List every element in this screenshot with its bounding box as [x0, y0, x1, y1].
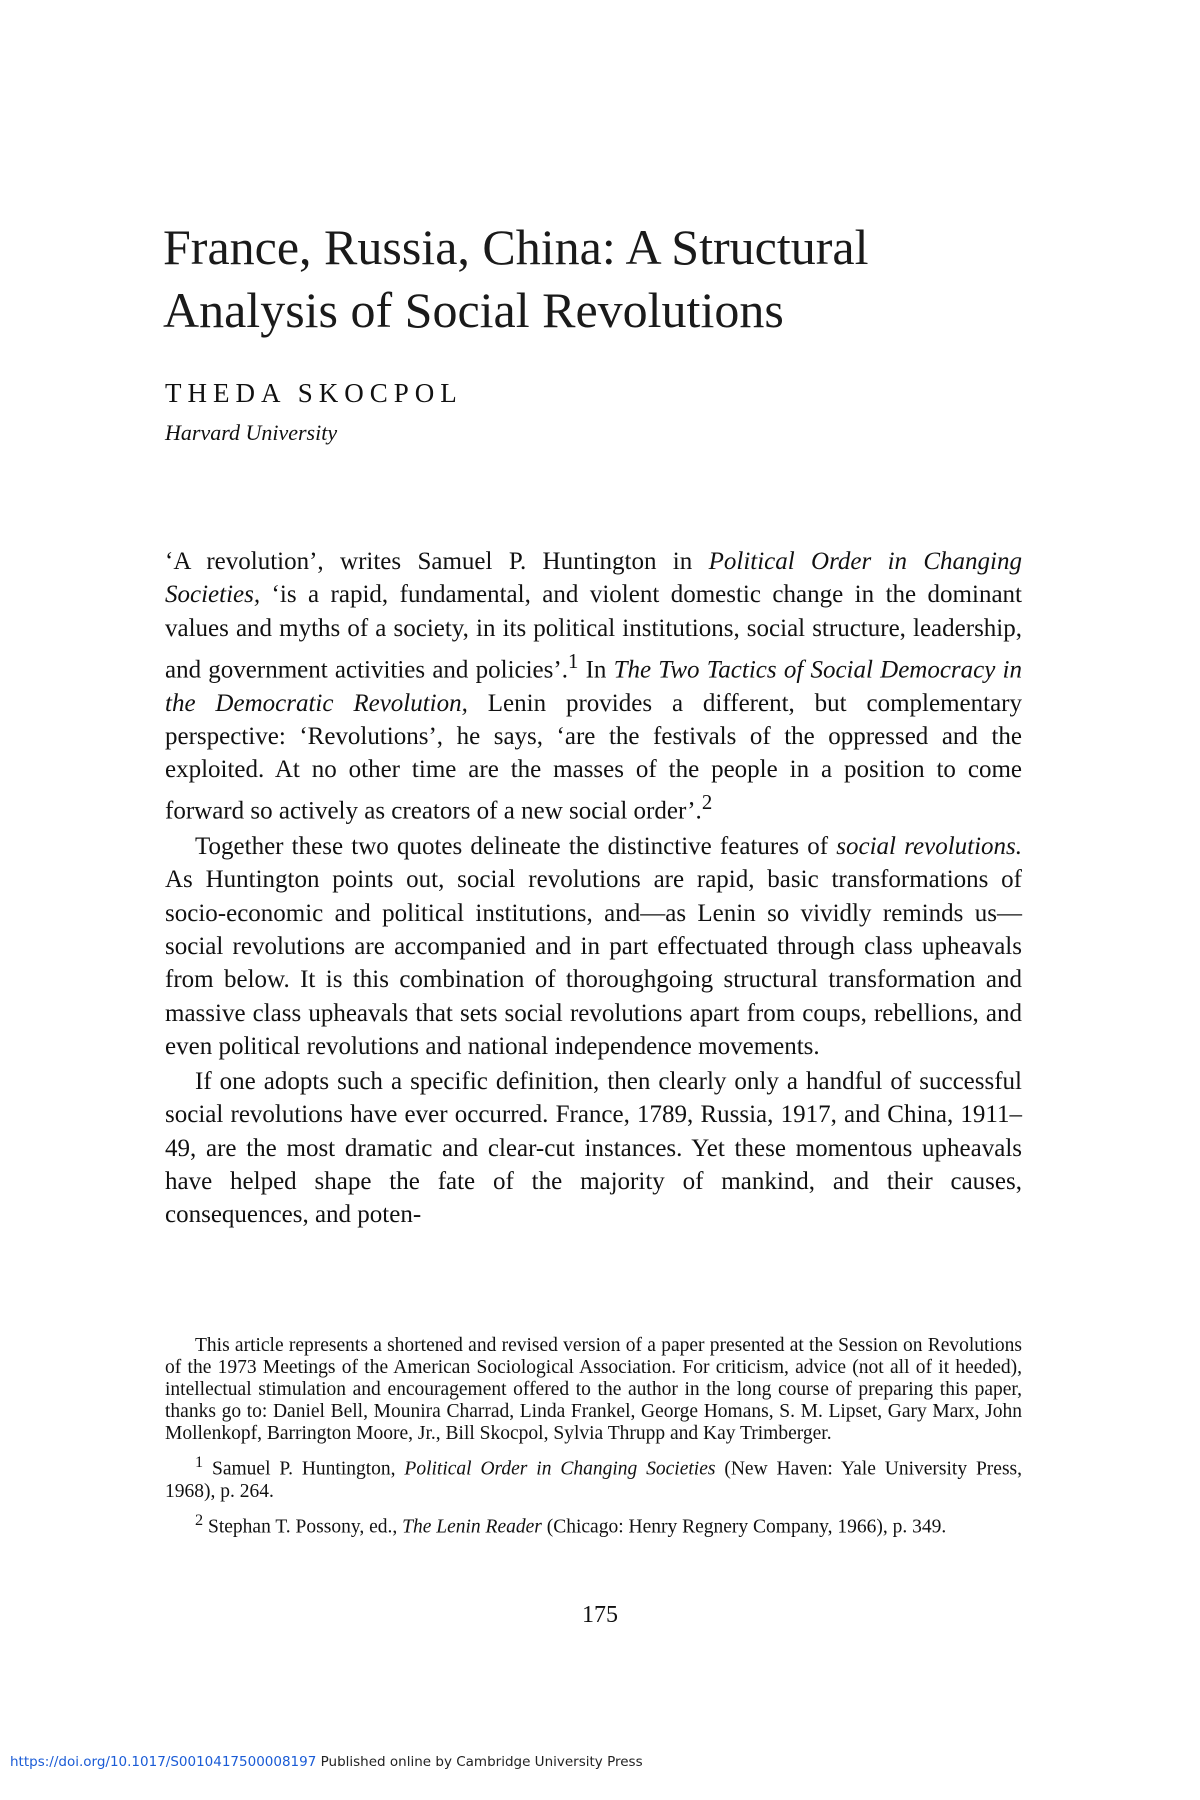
footnote-2: $^2$ Stephan T. Possony, ed., The Lenin Reader (Chicago: Henry Regnery Company, 1966), p. 349.	[195, 1510, 947, 1537]
footnote-number: 1	[195, 1453, 204, 1471]
title-line-2: Analysis of Social Revolutions	[163, 282, 784, 338]
book-title: Political Order in Changing Societies	[404, 1458, 716, 1480]
footnote-ref-1[interactable]: 1	[567, 648, 579, 673]
footnotes	[165, 1335, 1022, 1544]
paragraph-1: ‘A revolution’, writes Samuel P. Huntington in Political Order in Changing Societies, ‘is a rapid, fundamental, and violent domestic change in the dominant values and myths of a society, in its political institutions, social structure, leadership, and government activities and policies’.$^1$ In The Two Tactics of Social Democracy in the Democratic Revolution, Lenin provides a different, but complementary perspective: ‘Revolutions’, he says, ‘are the festivals of the oppressed and the exploited. At no other time are the masses of the people in a position to come forward so actively as creators of a new social order’.$^2$	[165, 548, 1023, 825]
publisher-footer	[10, 1754, 643, 1770]
body-text	[165, 545, 1022, 1232]
page-number: 175	[582, 1602, 618, 1628]
paragraph-2: Together these two quotes delineate the distinctive features of social revolutions. As Huntington points out, social revolutions are rapid, basic transformations of socio-economic and political institutions, and—as Lenin so vividly reminds us—social revolutions are accompanied and in part effectuated through class upheavals from below. It is this combination of thoroughgoing structural transformation and massive class upheavals that sets social revolutions apart from coups, rebellions, and even political revolutions and national independence movements.	[165, 833, 1023, 1060]
paragraph-3: If one adopts such a specific definition, then clearly only a handful of successful social revolutions have ever occurred. France, 1789, Russia, 1917, and China, 1911–49, are the most dramatic and clear-cut instances. Yet these momentous upheavals have helped shape the fate of the majority of mankind, and their causes, consequences, and poten-	[165, 1068, 1022, 1229]
footnote-1: $^1$ Samuel P. Huntington, Political Order in Changing Societies (New Haven: Yale University Press, 1968), p. 264.	[165, 1453, 1022, 1502]
author-name: THEDA SKOCPOL	[165, 378, 463, 408]
doi-link[interactable]: https://doi.org/10.1017/S0010417500008197	[10, 1754, 317, 1770]
book-title: The Two Tactics of Social Democracy in the Democratic Revolution,	[165, 656, 1022, 717]
book-title: The Lenin Reader	[402, 1516, 542, 1537]
published-online-note: Published online by Cambridge University Press	[316, 1754, 643, 1770]
book-title: Political Order in Changing Societies,	[165, 548, 1023, 609]
emphasis: social revolutions.	[836, 833, 1023, 861]
title-line-1: France, Russia, China: A Structural	[163, 219, 869, 275]
footnote-number: 2	[195, 1510, 204, 1529]
footnote-acknowledgement: This article represents a shortened and revised version of a paper presented at the Session on Revolutions of the 1973 Meetings of the American Sociological Association. For criticism, advice (not all of it heeded), intellectual stimulation and encouragement offered to the author in the long course of preparing this paper, thanks go to: Daniel Bell, Mounira Charrad, Linda Frankel, George Homans, S. M. Lipset, Gary Marx, John Mollenkopf, Barrington Moore, Jr., Bill Skocpol, Sylvia Thrupp and Kay Trimberger.	[165, 1335, 1022, 1444]
author-affiliation: Harvard University	[165, 420, 338, 445]
article-title	[163, 216, 1063, 342]
footnote-ref-2[interactable]: 2	[701, 790, 713, 815]
